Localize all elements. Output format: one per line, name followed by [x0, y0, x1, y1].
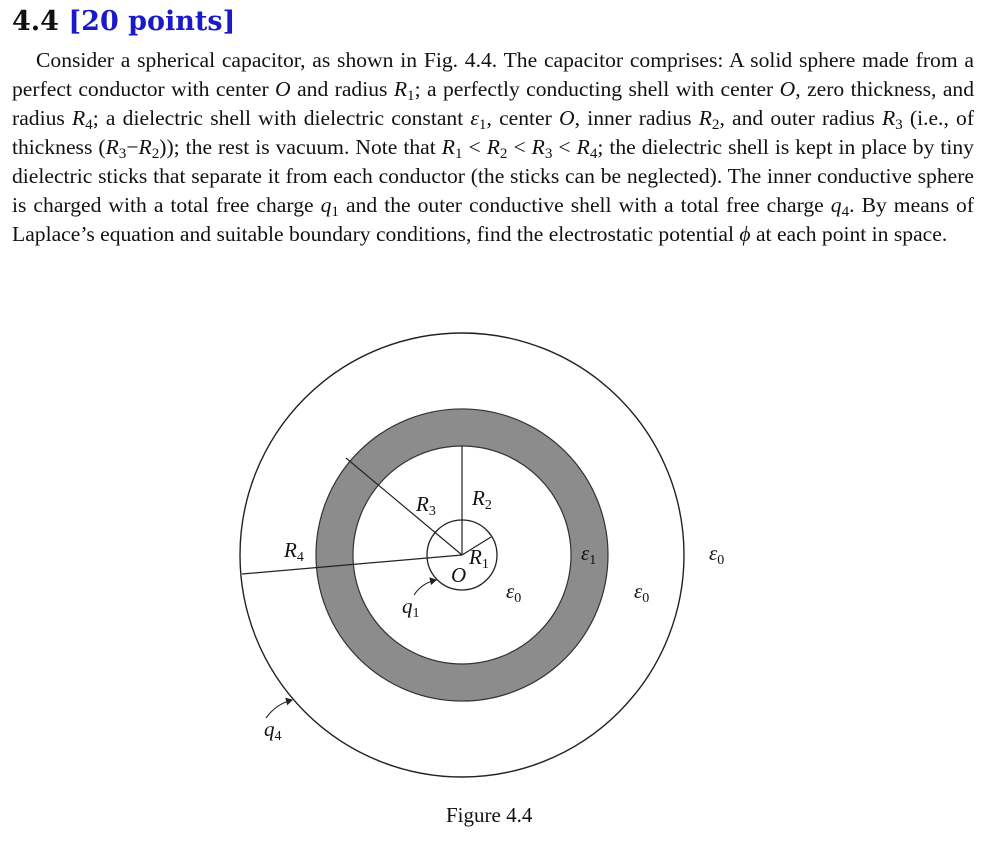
text-run: , and outer radius — [719, 106, 882, 130]
text-run: at each point in space. — [750, 222, 948, 246]
text-run: (i.e., of thickness ( — [12, 106, 975, 159]
symbol-R: R — [441, 135, 455, 159]
label-eps0-outer: ε0 — [709, 541, 725, 568]
symbol-R: R — [576, 135, 590, 159]
symbol-R: R — [486, 135, 500, 159]
label-center-o: O — [451, 563, 467, 587]
less-than: < — [462, 135, 487, 159]
label-eps1: ε1 — [581, 541, 597, 568]
symbol-R: R — [105, 135, 119, 159]
symbol-O: O — [779, 77, 796, 101]
label-q4: q4 — [264, 717, 282, 744]
subscript: 2 — [499, 145, 508, 162]
subscript: 4 — [85, 116, 93, 133]
subscript: 4 — [589, 145, 598, 162]
symbol-R: R — [138, 135, 152, 159]
label-r2: R2 — [472, 486, 492, 513]
subscript: 3 — [544, 145, 553, 162]
symbol-epsilon: ε — [470, 106, 479, 130]
symbol-O: O — [275, 77, 291, 101]
symbol-R: R — [881, 106, 896, 130]
symbol-O: O — [559, 106, 575, 130]
subscript: 3 — [895, 116, 903, 133]
subscript: 2 — [711, 116, 720, 133]
symbol-R: R — [71, 106, 86, 130]
label-eps0-mid: ε0 — [634, 579, 650, 606]
subscript: 1 — [331, 203, 339, 220]
text-run: Consider a spherical capacitor, as shown in Fig. 4.4. The capacitor comprises: A solid sphere made from a perfect conductor with center — [12, 48, 974, 101]
text-run: )); the rest is vacuum. Note that — [159, 135, 442, 159]
text-run: and radius — [290, 77, 394, 101]
subscript: 2 — [151, 145, 160, 162]
symbol-phi: ϕ — [739, 222, 751, 246]
text-run: and the outer conductive shell with a total free charge — [338, 193, 831, 217]
symbol-R: R — [393, 77, 408, 101]
label-r3: R3 — [416, 492, 436, 519]
symbol-R: R — [698, 106, 712, 130]
minus-sign: − — [126, 135, 139, 159]
label-eps0-inner: ε0 — [506, 579, 522, 606]
text-run: ; a perfectly conducting shell with center — [414, 77, 780, 101]
points-link[interactable]: [20 points] — [68, 6, 236, 37]
subscript: 1 — [407, 87, 415, 104]
text-run: , zero thickness, and radius — [12, 77, 974, 130]
section-number: 4.4 — [12, 6, 59, 37]
q1-arrow — [414, 580, 436, 595]
subscript: 1 — [478, 116, 487, 133]
subscript: 3 — [118, 145, 127, 162]
text-run: . By means of Laplace’s equation and suitable boundary conditions, find the electrostatic potential — [12, 193, 974, 246]
less-than: < — [507, 135, 532, 159]
subscript: 4 — [841, 203, 850, 220]
figure-caption: Figure 4.4 — [446, 803, 533, 827]
symbol-q: q — [830, 193, 842, 217]
text-run: ; a dielectric shell with dielectric constant — [92, 106, 471, 130]
symbol-R: R — [531, 135, 545, 159]
subscript: 1 — [454, 145, 463, 162]
text-run: , center — [486, 106, 559, 130]
label-r1: R1 — [469, 545, 489, 572]
text-run: , inner radius — [574, 106, 699, 130]
symbol-q: q — [320, 193, 332, 217]
less-than: < — [552, 135, 577, 159]
text-run: ; the dielectric shell is kept in place by tiny dielectric sticks that separate it from each conductor (the sticks can be neglected). The inner conductive sphere is charged with a total free charge — [12, 135, 974, 217]
q4-arrow — [266, 700, 292, 718]
label-q1: q1 — [402, 594, 420, 621]
label-r4: R4 — [284, 538, 304, 565]
